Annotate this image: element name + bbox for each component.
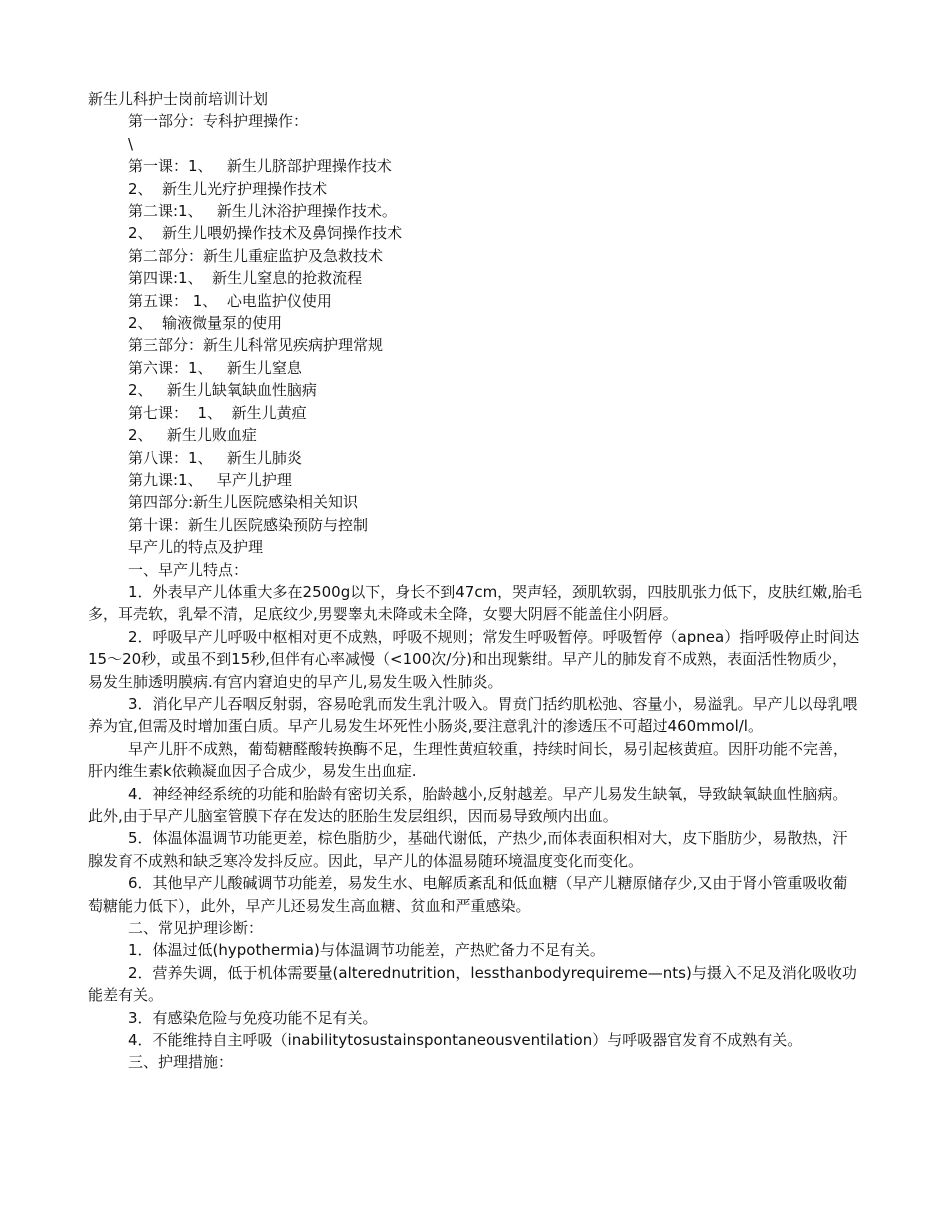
document-title: 新生儿科护士岗前培训计划: [88, 90, 269, 108]
outline-line: 第一部分：专科护理操作：: [128, 112, 309, 131]
section-heading: 早产儿的特点及护理: [128, 538, 264, 557]
outline-line: 2、 新生儿光疗护理操作技术: [128, 179, 328, 198]
outline-line: 2、 输液微量泵的使用: [128, 314, 283, 333]
outline-line: 第九课:1、 早产儿护理: [128, 470, 292, 489]
body-paragraph: 早产儿肝不成熟，葡萄糖醛酸转换酶不足，生理性黄疸较重，持续时间长，易引起核黄疸。因肝功能不完善，肝内维生素k依赖凝血因子合成少，易发生出血症.: [88, 739, 849, 781]
outline-line: 第二课:1、 新生儿沐浴护理操作技术。: [128, 202, 397, 221]
body-paragraph: 3．有感染危险与免疫功能不足有关。: [128, 1008, 378, 1027]
body-paragraph: 2．营养失调，低于机体需要量(alterednutrition，lessthanbodyrequireme—nts)与摄入不足及消化吸收功能差有关。: [88, 963, 857, 1005]
outline-line: 第七课： 1、 新生儿黄疸: [128, 403, 307, 422]
body-paragraph: 2．呼吸早产儿呼吸中枢相对更不成熟，呼吸不规则；常发生呼吸暂停。呼吸暂停（apnea）指呼吸停止时间达15～20秒，或虽不到15秒,但伴有心率减慢（<100次/分)和出现紫绀。早产儿的肺发育不成熟，表面活性物质少，易发生肺透明膜病.有宫内窘迫史的早产儿,易发生吸入性肺炎。: [88, 627, 860, 691]
outline-line: 第三部分：新生儿科常见疾病护理常规: [128, 336, 384, 355]
outline-line: 第四课:1、 新生儿窒息的抢救流程: [128, 269, 363, 288]
body-paragraph: 4．神经神经系统的功能和胎龄有密切关系，胎龄越小,反射越差。早产儿易发生缺氧，导致缺氧缺血性脑病。此外,由于早产儿脑室管膜下存在发达的胚胎生发层组织，因而易导致颅内出血。: [88, 784, 848, 825]
body-paragraph: 4．不能维持自主呼吸（inabilitytosustainspontaneousventilation）与呼吸器官发育不成熟有关。: [128, 1031, 803, 1050]
section-heading: 二、常见护理诊断：: [128, 919, 264, 938]
section-heading: 三、护理措施：: [128, 1053, 234, 1072]
outline-line: 第五课： 1、 心电监护仪使用: [128, 291, 332, 310]
body-paragraph: 1．外表早产儿体重大多在2500g以下，身长不到47cm，哭声轻，颈肌软弱，四肢肌张力低下，皮肤红嫩,胎毛多，耳壳软，乳晕不清，足底纹少,男婴睾丸未降或未全降，女婴大阴唇不能盖住小阴唇。: [88, 582, 862, 624]
body-paragraph: 1．体温过低(hypothermia)与体温调节功能差，产热贮备力不足有关。: [128, 941, 605, 960]
body-paragraph: 5．体温体温调节功能更差，棕色脂肪少，基础代谢低，产热少,而体表面积相对大，皮下脂肪少，易散热，汗腺发育不成熟和缺乏寒冷发抖反应。因此，早产儿的体温易随环境温度变化而变化。: [88, 829, 848, 870]
section-heading: 一、早产儿特点：: [128, 560, 249, 579]
outline-line: 第四部分:新生儿医院感染相关知识: [128, 493, 359, 512]
body-paragraph: 6．其他早产儿酸碱调节功能差，易发生水、电解质紊乱和低血糖（早产儿糖原储存少,又由于肾小管重吸收葡萄糖能力低下），此外，早产儿还易发生高血糖、贫血和严重感染。: [88, 874, 848, 915]
outline-line: 2、 新生儿败血症: [128, 426, 257, 445]
outline-line: 2、 新生儿喂奶操作技术及鼻饲操作技术: [128, 224, 403, 243]
outline-line: 2、 新生儿缺氧缺血性脑病: [128, 381, 317, 400]
outline-line: 第六课：1、 新生儿窒息: [128, 358, 302, 377]
outline-line: 第八课：1、 新生儿肺炎: [128, 448, 302, 467]
outline-line: \: [128, 134, 134, 153]
body-paragraph: 3．消化早产儿吞咽反射弱，容易呛乳而发生乳汁吸入。胃贲门括约肌松弛、容量小，易溢乳。早产儿以母乳喂养为宜,但需及时增加蛋白质。早产儿易发生坏死性小肠炎,要注意乳汁的渗透压不可超过460mmol/l。: [88, 694, 858, 736]
outline-line: 第二部分：新生儿重症监护及急救技术: [128, 246, 384, 265]
outline-line: 第一课：1、 新生儿脐部护理操作技术: [128, 157, 392, 176]
outline-line: 第十课：新生儿医院感染预防与控制: [128, 515, 369, 534]
